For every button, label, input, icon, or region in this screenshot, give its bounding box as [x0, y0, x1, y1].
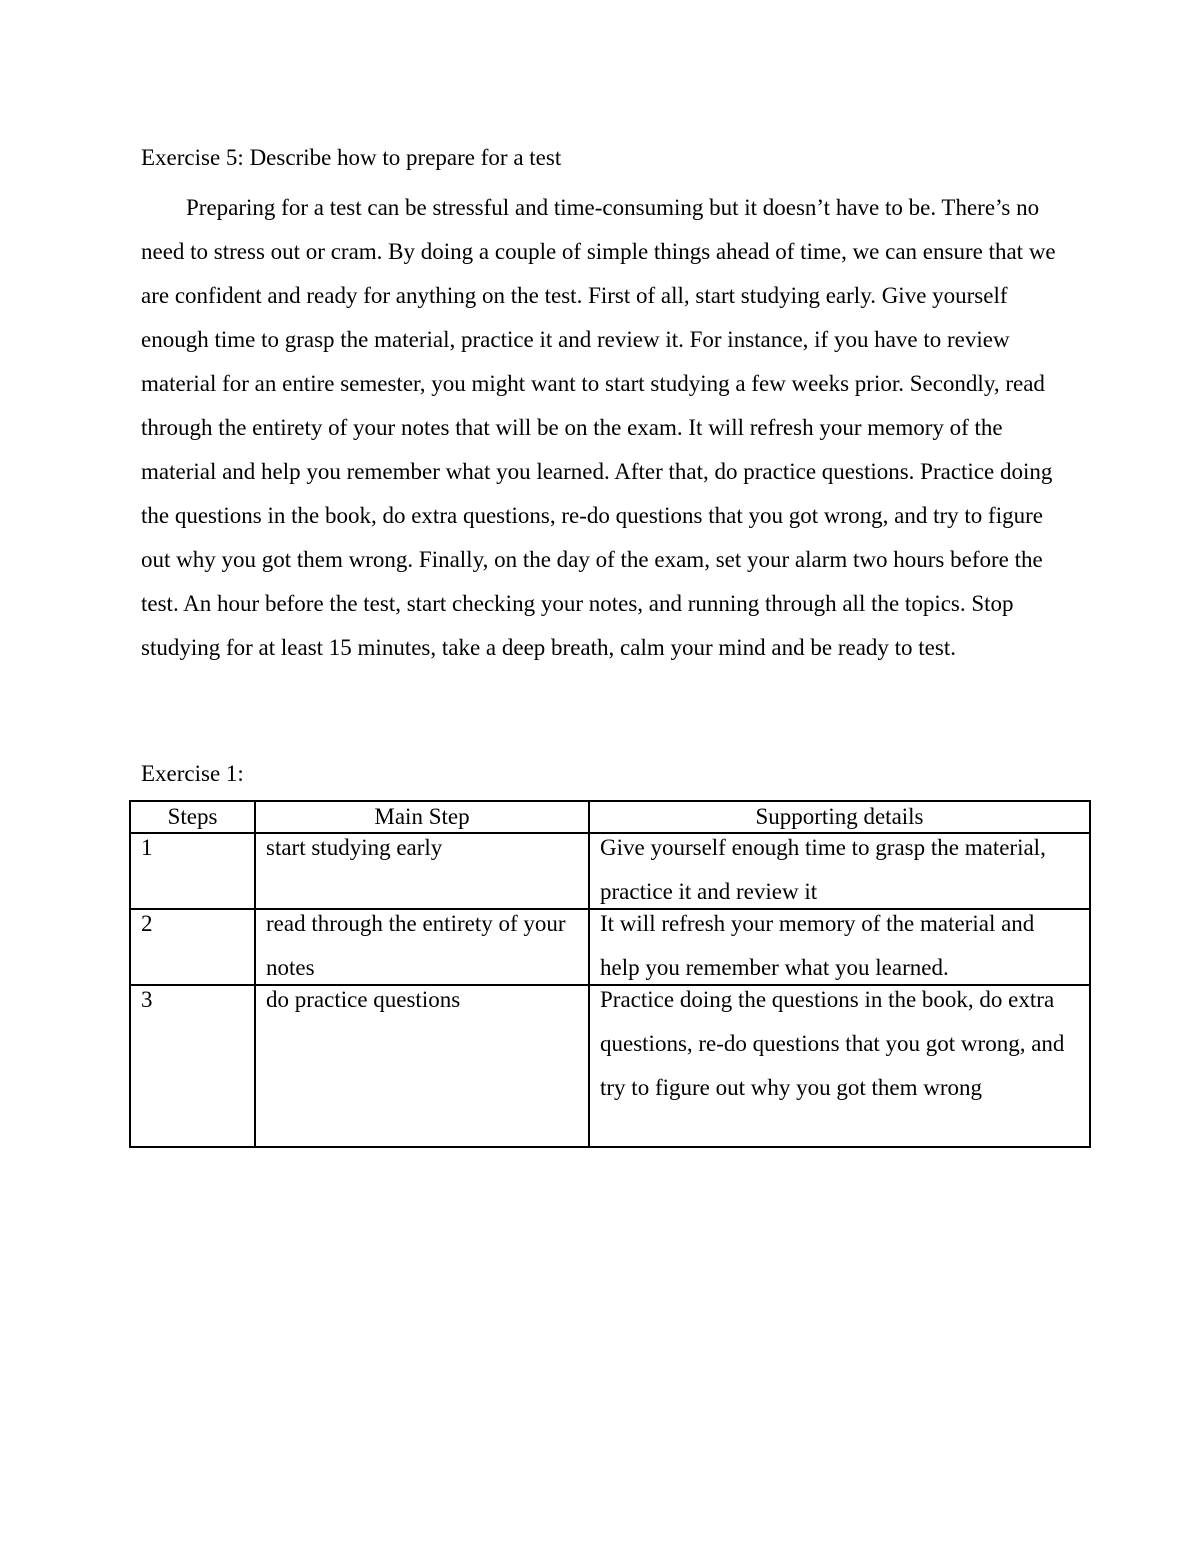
supporting-details-cell: [589, 909, 1090, 985]
header-supporting-details: Supporting details: [589, 801, 1090, 833]
step-number: 2: [141, 911, 153, 936]
step-number: 1: [141, 835, 153, 860]
exercise5-heading: Exercise 5: Describe how to prepare for a test: [141, 145, 562, 170]
main-step-cell: [255, 909, 589, 985]
supporting-details-text: Practice doing the questions in the book, do extra questions, re-do questions that you got wrong, and try to figure out why you got them wrong: [600, 987, 1065, 1100]
exercise1-label: Exercise 1:: [141, 761, 244, 786]
essay-paragraph: Preparing for a test can be stressful and time-consuming but it doesn’t have to be. There’s no need to stress out or cram. By doing a couple of simple things ahead of time, we can ensure that we are confident and ready for anything on the test. First of all, start studying early. Give yourself enough time to grasp the material, practice it and review it. For instance, if you have to review material for an entire semester, you might want to start studying a few weeks prior. Secondly, read through the entirety of your notes that will be on the exam. It will refresh your memory of the material and help you remember what you learned. After that, do practice questions. Practice doing the questions in the book, do extra questions, re-do questions that you got wrong, and try to figure out why you got them wrong. Finally, on the day of the exam, set your alarm two hours before the test. An hour before the test, start checking your notes, and running through all the topics. Stop studying for at least 15 minutes, take a deep breath, calm your mind and be ready to test.: [141, 195, 1056, 660]
step-number: 3: [141, 987, 153, 1012]
table-row: [130, 833, 1090, 909]
header-steps: Steps: [130, 801, 255, 833]
steps-table: [129, 800, 1091, 1148]
supporting-details-cell: [589, 985, 1090, 1147]
supporting-details-text: It will refresh your memory of the material and help you remember what you learned.: [600, 911, 1035, 980]
main-step-text: do practice questions: [266, 987, 461, 1012]
main-step-cell: [255, 985, 589, 1147]
main-step-cell: [255, 833, 589, 909]
header-main-step: Main Step: [255, 801, 589, 833]
table-row: [130, 909, 1090, 985]
table-row: [130, 985, 1090, 1147]
supporting-details-cell: [589, 833, 1090, 909]
step-number-cell: [130, 833, 255, 909]
step-number-cell: [130, 985, 255, 1147]
step-number-cell: [130, 909, 255, 985]
main-step-text: read through the entirety of your notes: [266, 911, 566, 980]
main-step-text: start studying early: [266, 835, 443, 860]
supporting-details-text: Give yourself enough time to grasp the material, practice it and review it: [600, 835, 1046, 904]
